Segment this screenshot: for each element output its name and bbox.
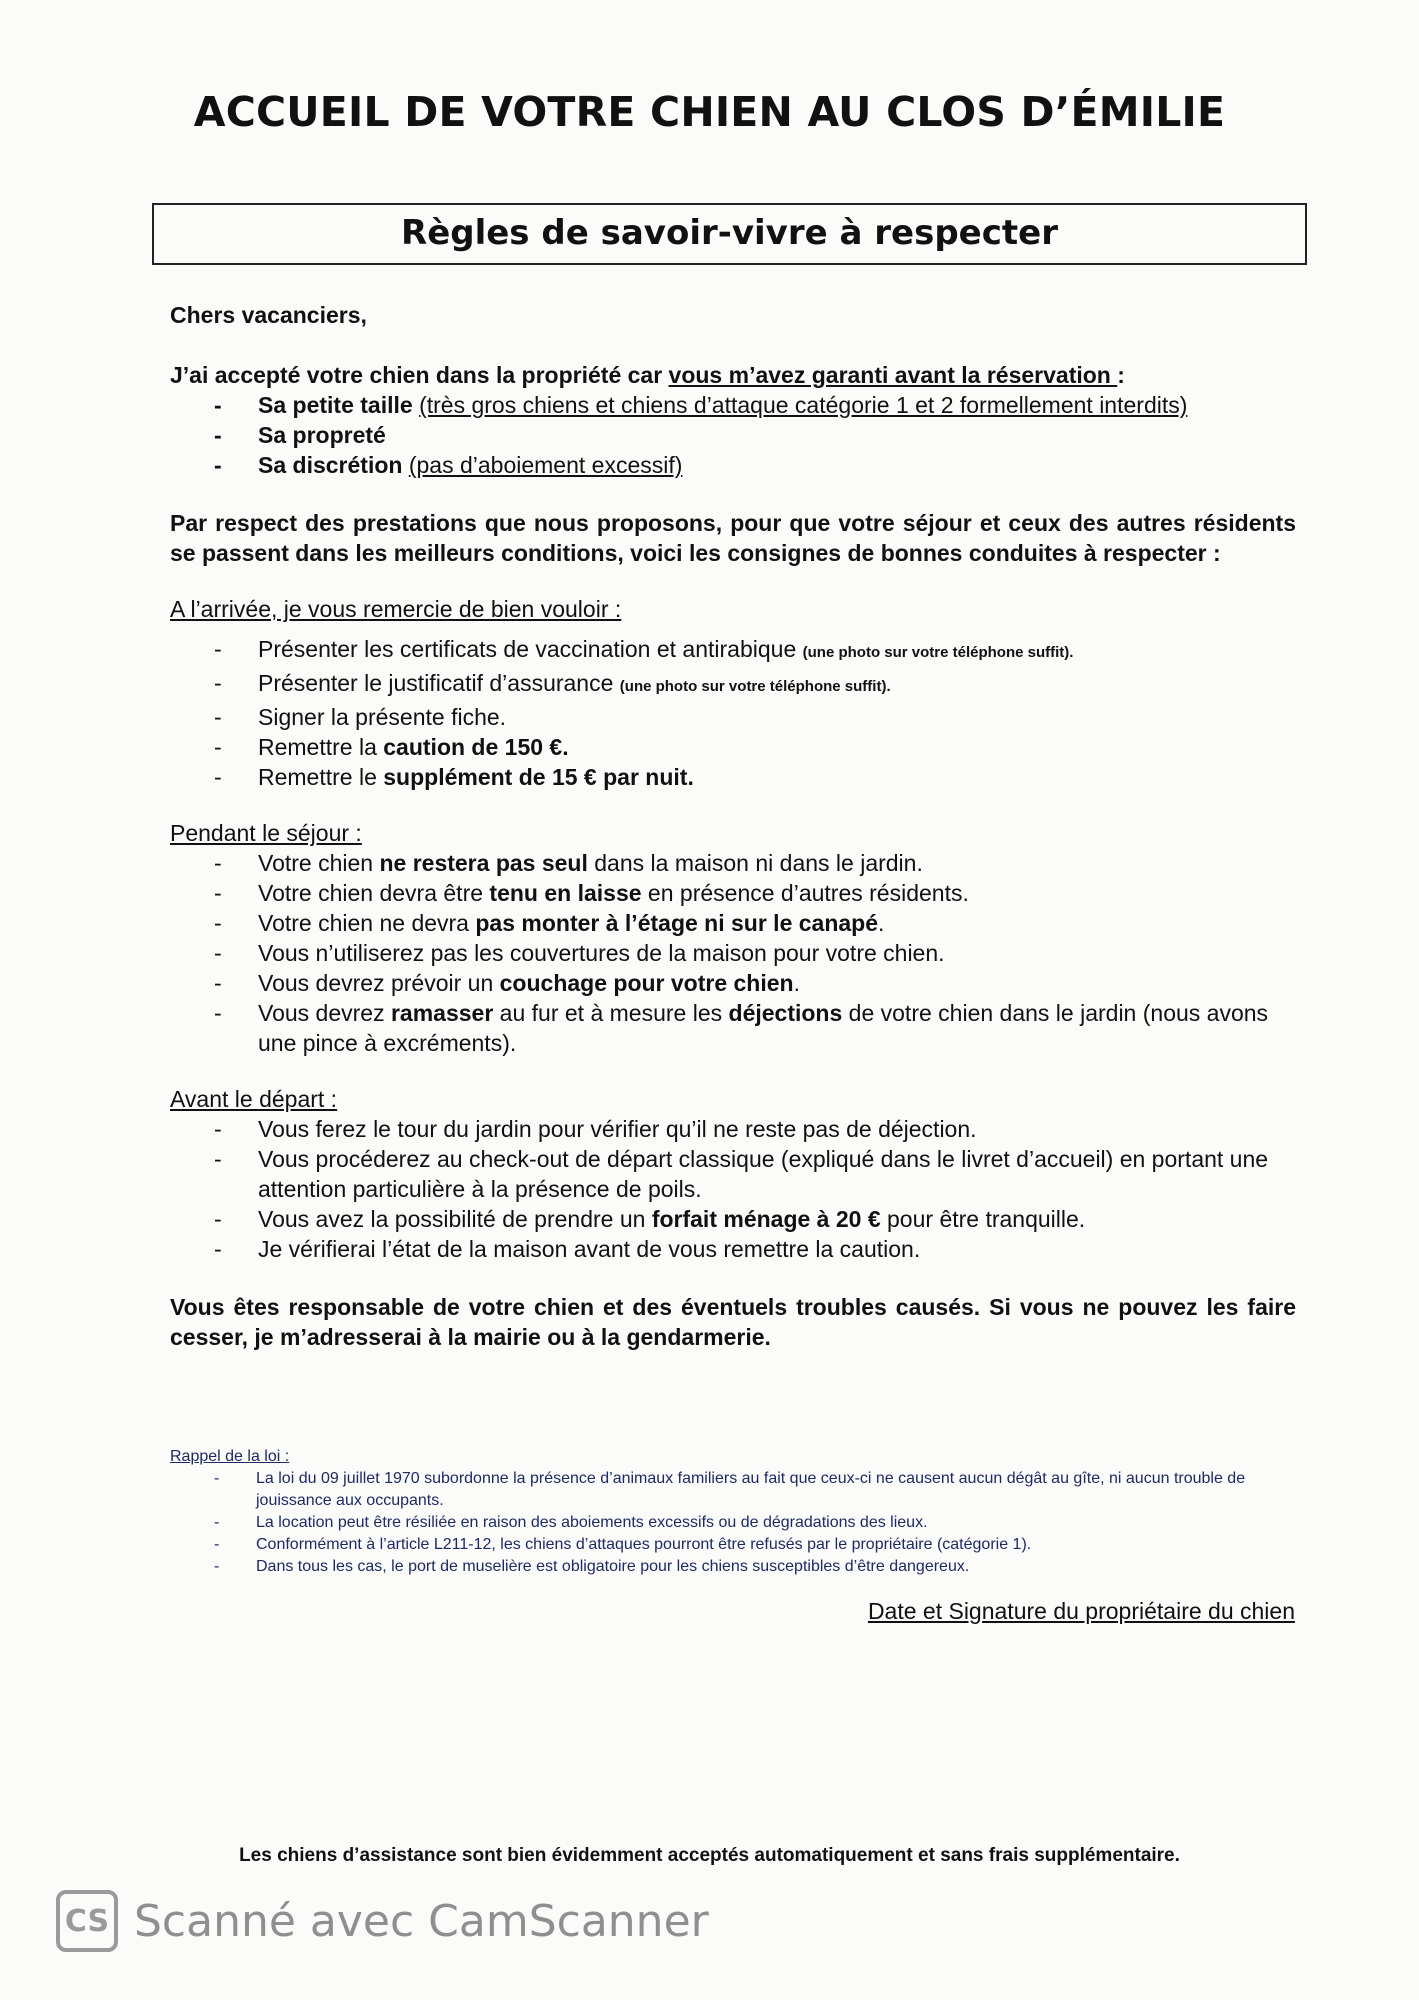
dog-guarantees-list (170, 390, 1296, 480)
list-item (170, 938, 1296, 968)
item-text: Votre chien (258, 850, 380, 876)
list-item (170, 998, 1296, 1058)
list-item: - Dans tous les cas, le port de muselière est obligatoire pour les chiens susceptibles d’être dangereux. (170, 1556, 1296, 1578)
item-text: Vous devrez prévoir un (258, 970, 500, 996)
arrival-list (170, 634, 1296, 792)
intro-colon: : (1117, 362, 1125, 388)
item-bold: pas monter à l’étage ni sur le canapé (475, 910, 879, 936)
item-note: (pas d’aboiement excessif) (408, 452, 683, 478)
camscanner-watermark (56, 1888, 709, 1954)
item-text: Vous n’utiliserez pas les couvertures de la maison pour votre chien. (258, 940, 945, 966)
item-text: Signer la présente fiche. (258, 704, 507, 730)
departure-title: Avant le départ : (170, 1086, 338, 1112)
item-text: Je vérifierai l’état de la maison avant de vous remettre la caution. (258, 1236, 921, 1262)
list-item (170, 848, 1296, 878)
item-bold: Sa petite taille (258, 392, 420, 418)
item-text: de votre chien dans le jardin (nous avons une pince à excréments). (258, 1000, 1269, 1056)
stay-list (170, 848, 1296, 1058)
item-small: (une photo sur votre téléphone suffit). (802, 644, 1074, 661)
list-item: - La loi du 09 juillet 1970 subordonne la présence d’animaux familiers au fait que ceux-ci ne causent aucun dégât au gîte, ni aucun trouble de jouissance aux occupants. (170, 1468, 1296, 1512)
law-list (170, 1468, 1296, 1578)
footer-note: Les chiens d’assistance sont bien évidemment acceptés automatiquement et sans frais supplémentaire. (239, 1845, 1180, 1866)
subtitle-box (152, 203, 1307, 265)
item-text: Vous devrez (258, 1000, 391, 1026)
departure-list (170, 1114, 1296, 1264)
list-item (170, 908, 1296, 938)
item-text: pour être tranquille. (880, 1206, 1086, 1232)
list-item: - Conformément à l’article L211-12, les chiens d’attaques pourront être refusés par le propriétaire (catégorie 1). (170, 1534, 1296, 1556)
list-item (170, 732, 1296, 762)
item-text: Votre chien ne devra (258, 910, 476, 936)
respect-paragraph: Par respect des prestations que nous proposons, pour que votre séjour et ceux des autres résidents se passent dans les meilleurs conditions, voici les consignes de bonnes conduites à respecter : (170, 510, 1296, 566)
watermark-text: Scanné avec CamScanner (134, 1895, 709, 1947)
item-bold: forfait ménage à 20 € (651, 1206, 881, 1232)
item-text: . (793, 970, 800, 996)
responsibility-paragraph: Vous êtes responsable de votre chien et des éventuels troubles causés. Si vous ne pouvez les faire cesser, je m’adresserai à la mairie ou à la gendarmerie. (170, 1294, 1296, 1350)
item-bold: déjections (728, 1000, 843, 1026)
item-text: Votre chien devra être (258, 880, 490, 906)
intro-sentence (170, 360, 1296, 390)
item-bold: ne restera pas seul (379, 850, 588, 876)
greeting: Chers vacanciers, (170, 302, 367, 328)
list-item (170, 668, 1296, 702)
list-item (170, 702, 1296, 732)
item-text: Remettre la (258, 734, 384, 760)
law-reminder (170, 1446, 1296, 1578)
item-text: Vous procéderez au check-out de départ classique (expliqué dans le livret d’accueil) en portant une attention particulière à la présence de poils. (258, 1146, 1269, 1202)
list-item (170, 1204, 1296, 1234)
list-item (170, 878, 1296, 908)
list-item (170, 390, 1296, 420)
item-note: (très gros chiens et chiens d’attaque catégorie 1 et 2 formellement interdits) (419, 392, 1188, 418)
page-title: ACCUEIL DE VOTRE CHIEN AU CLOS D’ÉMILIE (193, 88, 1226, 136)
item-bold: tenu en laisse (489, 880, 642, 906)
camscanner-logo-icon: CS (56, 1890, 118, 1952)
subtitle: Règles de savoir-vivre à respecter (401, 213, 1058, 253)
item-small: (une photo sur votre téléphone suffit). (619, 678, 891, 695)
item-text: Présenter le justificatif d’assurance (258, 670, 620, 696)
arrival-title: A l’arrivée, je vous remercie de bien vouloir : (170, 596, 622, 622)
list-item: - La location peut être résiliée en raison des aboiements excessifs ou de dégradations des lieux. (170, 1512, 1296, 1534)
item-bold: ramasser (390, 1000, 494, 1026)
item-text: dans la maison ni dans le jardin. (587, 850, 923, 876)
item-text: Vous avez la possibilité de prendre un (258, 1206, 652, 1232)
item-text: au fur et à mesure les (493, 1000, 729, 1026)
item-bold: couchage pour votre chien (499, 970, 794, 996)
list-item (170, 420, 1296, 450)
item-text: Remettre le (258, 764, 384, 790)
list-item (170, 1114, 1296, 1144)
item-bold: Sa discrétion (258, 452, 409, 478)
intro-underlined: vous m’avez garanti avant la réservation (668, 362, 1118, 388)
item-bold: caution de 150 €. (383, 734, 569, 760)
list-item (170, 1144, 1296, 1204)
item-bold: Sa propreté (258, 422, 386, 448)
law-title: Rappel de la loi : (170, 1448, 290, 1465)
signature-label: Date et Signature du propriétaire du chien (867, 1598, 1295, 1624)
item-text: Présenter les certificats de vaccination et antirabique (258, 636, 803, 662)
list-item (170, 1234, 1296, 1264)
item-bold: supplément de 15 € par nuit. (383, 764, 694, 790)
list-item (170, 634, 1296, 668)
intro-text: J’ai accepté votre chien dans la propriété car (170, 362, 669, 388)
stay-title: Pendant le séjour : (170, 820, 362, 846)
list-item (170, 450, 1296, 480)
list-item (170, 968, 1296, 998)
item-text: . (878, 910, 885, 936)
main-content (170, 300, 1296, 1352)
item-text: Vous ferez le tour du jardin pour vérifier qu’il ne reste pas de déjection. (258, 1116, 977, 1142)
item-text: en présence d’autres résidents. (641, 880, 969, 906)
list-item (170, 762, 1296, 792)
